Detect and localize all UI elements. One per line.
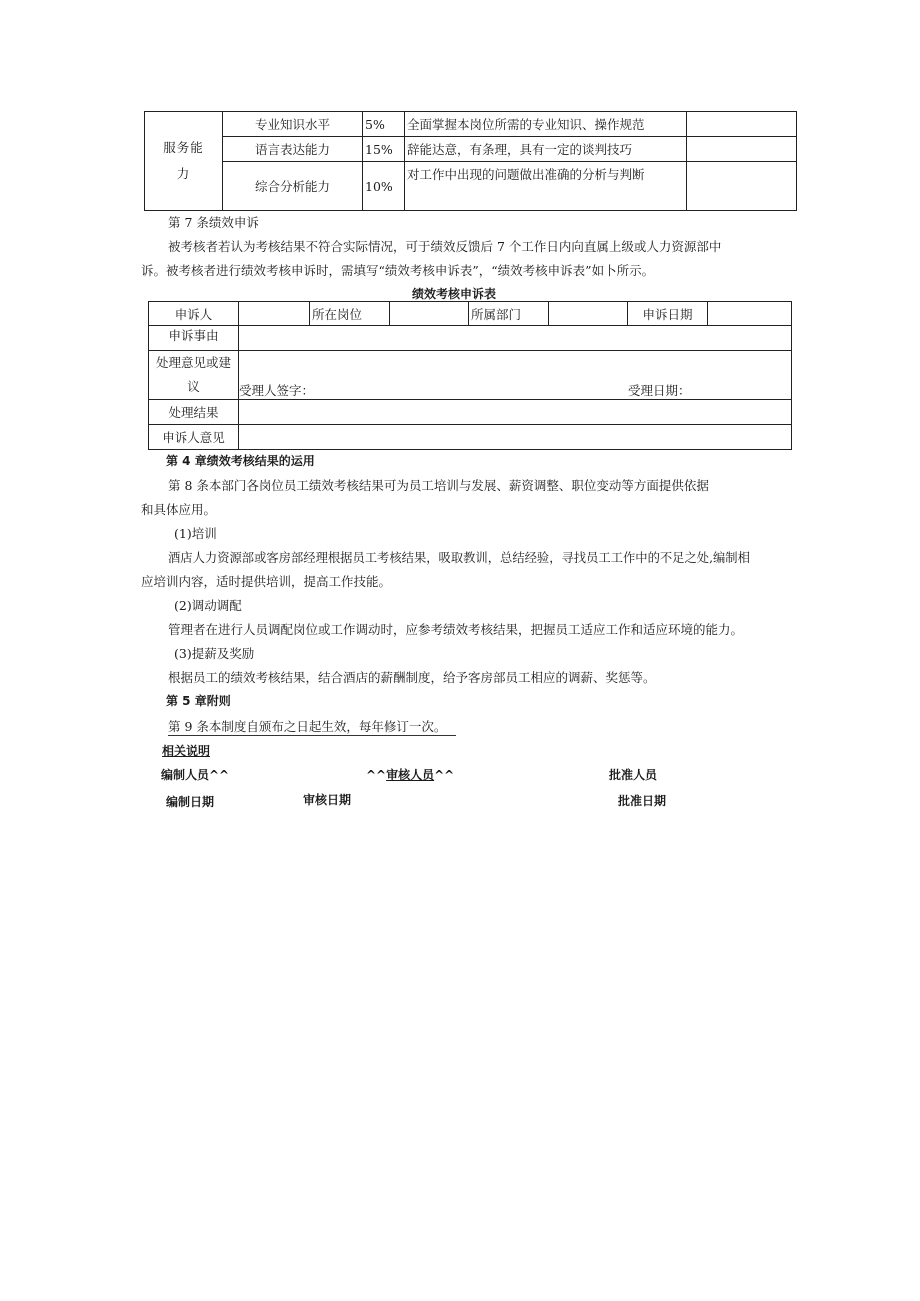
empty-cell: [687, 137, 797, 162]
item-cell: [223, 137, 363, 162]
desc-cell: [405, 112, 687, 137]
desc-label: 辞能达意，有条理，具有一定的谈判技巧: [407, 142, 633, 157]
opinion-value: [239, 351, 792, 400]
applicant-value: [239, 302, 310, 326]
chapter4-heading: 第 4 章绩效考核结果的运用: [166, 454, 315, 468]
article8-line2: 和具体应用。: [141, 502, 217, 517]
appellant-opinion-value: [239, 425, 792, 450]
desc-cell: [405, 162, 687, 211]
reviewed-by-suffix: ^^: [434, 768, 455, 782]
transfer-text: 管理者在进行人员调配岗位或工作调动时，应参考绩效考核结果，把握员工适应工作和适应环境的能力。: [168, 622, 744, 637]
receiver-sign-label: 受理人签字：: [239, 383, 315, 398]
item-cell: [223, 162, 363, 211]
reviewed-by-label: [366, 766, 454, 783]
reward-text: 根据员工的绩效考核结果，结合酒店的薪酬制度，给予客房部员工相应的调薪、奖惩等。: [168, 670, 656, 685]
result-value: [239, 400, 792, 425]
reviewed-by-text: 审核人员: [386, 768, 435, 782]
training-line2: 应培训内容，适时提供培训，提高工作技能。: [141, 574, 392, 589]
desc-cell: [405, 137, 687, 162]
desc-label: 对工作中出现的问题做出准确的分析与判断: [407, 167, 645, 182]
item-label: 专业知识水平: [254, 117, 330, 132]
weight-label: 15%: [365, 141, 393, 157]
result-label: 处理结果: [149, 400, 239, 425]
date-label: 申诉日期: [628, 302, 708, 326]
reward-heading: (3)提薪及奖励: [174, 646, 255, 661]
matter-value: [239, 326, 792, 351]
service-ability-table: [144, 111, 797, 211]
department-value: [549, 302, 628, 326]
prepared-date-label: 编制日期: [166, 795, 215, 809]
opinion-label: [149, 351, 239, 400]
department-label: 所属部门: [469, 302, 549, 326]
appellant-opinion-label: 申诉人意见: [149, 425, 239, 450]
appeal-form-table: [148, 301, 792, 450]
weight-label: 5%: [365, 116, 385, 132]
empty-cell: [687, 112, 797, 137]
opinion-label-line1: 处理意见或建: [155, 355, 231, 370]
empty-cell: [687, 162, 797, 211]
approved-by-label: 批准人员: [609, 768, 658, 782]
article7-heading: 第 7 条绩效申诉: [168, 215, 259, 230]
position-label: 所在岗位: [310, 302, 390, 326]
article8-line1: 第 8 条本部门各岗位员工绩效考核结果可为员工培训与发展、薪资调整、职位变动等方面提供依据: [168, 478, 709, 493]
training-line1: 酒店人力资源部或客房部经理根据员工考核结果，吸取教训，总结经验，寻找员工工作中的不足之处,编制相: [168, 551, 750, 565]
item-cell: [223, 112, 363, 137]
article7-paragraph-line2: 诉。被考核者进行绩效考核申诉时，需填写“绩效考核申诉表”，“绩效考核申诉表”如卜所示。: [141, 263, 655, 278]
related-notes-heading: 相关说明: [162, 744, 211, 758]
item-label: 综合分析能力: [254, 179, 330, 194]
chapter5-heading: 第 5 章附则: [166, 694, 231, 708]
opinion-label-line2: 议: [187, 379, 200, 394]
weight-cell: [363, 137, 405, 162]
weight-cell: [363, 162, 405, 211]
weight-label: 10%: [365, 178, 393, 194]
transfer-heading: (2)调动调配: [174, 598, 242, 613]
training-heading: (1)培训: [174, 526, 217, 541]
matter-label: 申诉事由: [149, 326, 239, 351]
article9: 第 9 条本制度自颁布之日起生效，每年修订一次。: [168, 717, 456, 736]
category-cell: [145, 112, 223, 211]
approved-date-label: 批准日期: [618, 794, 667, 808]
category-label: 服务能力: [163, 140, 204, 181]
receive-date-label: 受理日期：: [628, 383, 691, 398]
weight-cell: [363, 112, 405, 137]
applicant-label: 申诉人: [149, 302, 239, 326]
date-value: [708, 302, 792, 326]
prepared-by-label: 编制人员^^: [161, 768, 230, 782]
appeal-form-title: 绩效考核申诉表: [412, 287, 497, 301]
article7-paragraph-line1: 被考核者若认为考核结果不符合实际情况，可于绩效反馈后 7 个工作日内向直属上级或人力资源部中: [168, 239, 722, 254]
position-value: [390, 302, 469, 326]
desc-label: 全面掌握本岗位所需的专业知识、操作规范: [407, 117, 645, 132]
reviewed-date-label: 审核日期: [303, 793, 352, 807]
item-label: 语言表达能力: [254, 142, 330, 157]
reviewed-by-prefix: ^^: [366, 768, 387, 782]
